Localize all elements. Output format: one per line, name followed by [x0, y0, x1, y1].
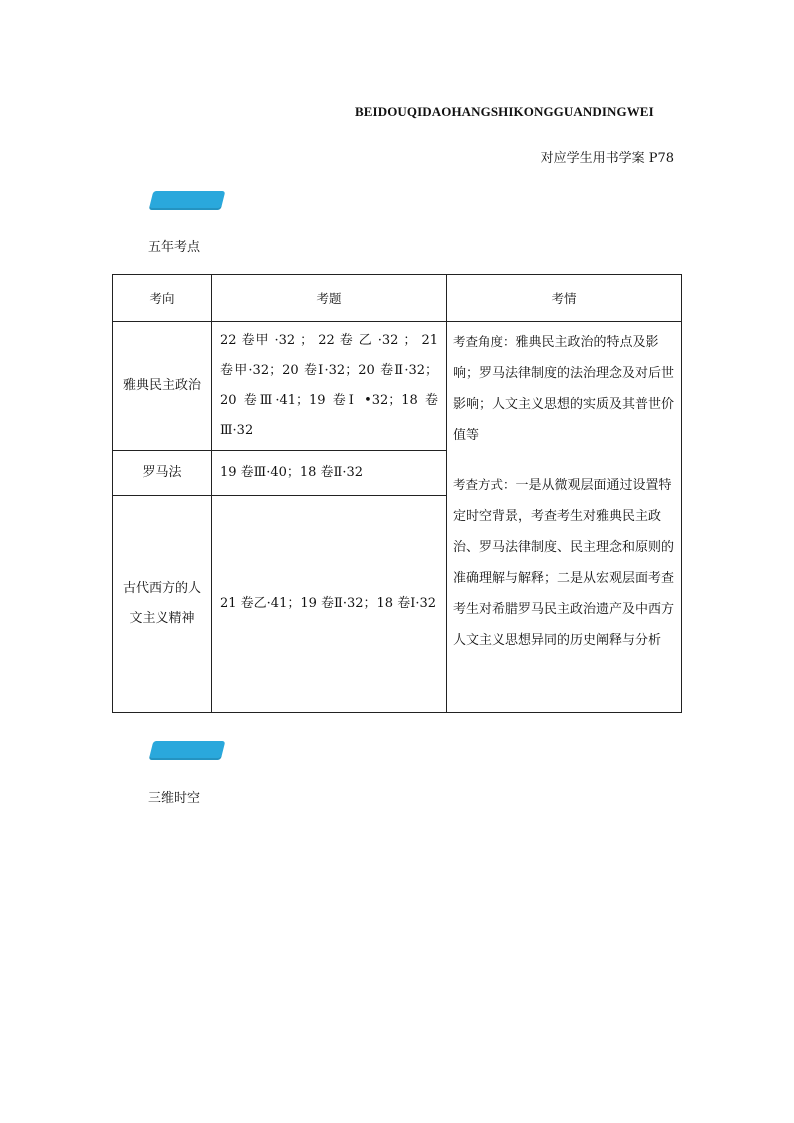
table-header-row [113, 275, 682, 322]
direction-cell: 罗马法 [113, 451, 212, 496]
info-cell [447, 322, 682, 713]
method-label: 考查方式： [453, 477, 516, 492]
questions-cell: 19 卷Ⅲ·40；18 卷Ⅱ·32 [212, 451, 447, 496]
direction-cell: 古代西方的人文主义精神 [113, 496, 212, 713]
column-header-info: 考情 [447, 275, 682, 322]
column-header-questions: 考题 [212, 275, 447, 322]
header-roman-title: BEIDOUQIDAOHANGSHIKONGGUANDINGWEI [355, 104, 654, 119]
angle-label: 考查角度： [453, 334, 516, 349]
angle-text: 雅典民主政治的特点及影响；罗马法律制度的法治理念及对后世影响；人文主义思想的实质及其普世价值等 [453, 335, 675, 443]
column-header-direction: 考向 [113, 275, 212, 322]
angle-paragraph [453, 326, 675, 451]
method-text: 一是从微观层面通过设置特定时空背景，考查考生对雅典民主政治、罗马法律制度、民主理念和原则的准确理解与解释；二是从宏观层面考查考生对希腊罗马民主政治遗产及中西方人文主义思想异同的历史阐释与分析 [453, 478, 675, 648]
questions-cell: 22 卷甲 ·32 ； 22 卷 乙 ·32 ； 21 卷甲·32；20 卷Ⅰ·32；20 卷Ⅱ·32；20 卷Ⅲ·41；19 卷Ⅰ •32；18 卷Ⅲ·32 [212, 322, 447, 451]
section-title-five-years: 五年考点 [148, 240, 201, 255]
exam-points-table [112, 274, 682, 713]
method-paragraph [453, 469, 675, 656]
paragraph-spacer [453, 451, 675, 469]
student-book-reference: 对应学生用书学案 P78 [540, 151, 674, 166]
table-row [113, 322, 682, 451]
direction-cell: 雅典民主政治 [113, 322, 212, 451]
section-badge [149, 741, 226, 760]
questions-cell: 21 卷乙·41；19 卷Ⅱ·32；18 卷Ⅰ·32 [212, 496, 447, 713]
section-title-3d-spacetime: 三维时空 [148, 791, 201, 806]
section-badge [149, 191, 226, 210]
